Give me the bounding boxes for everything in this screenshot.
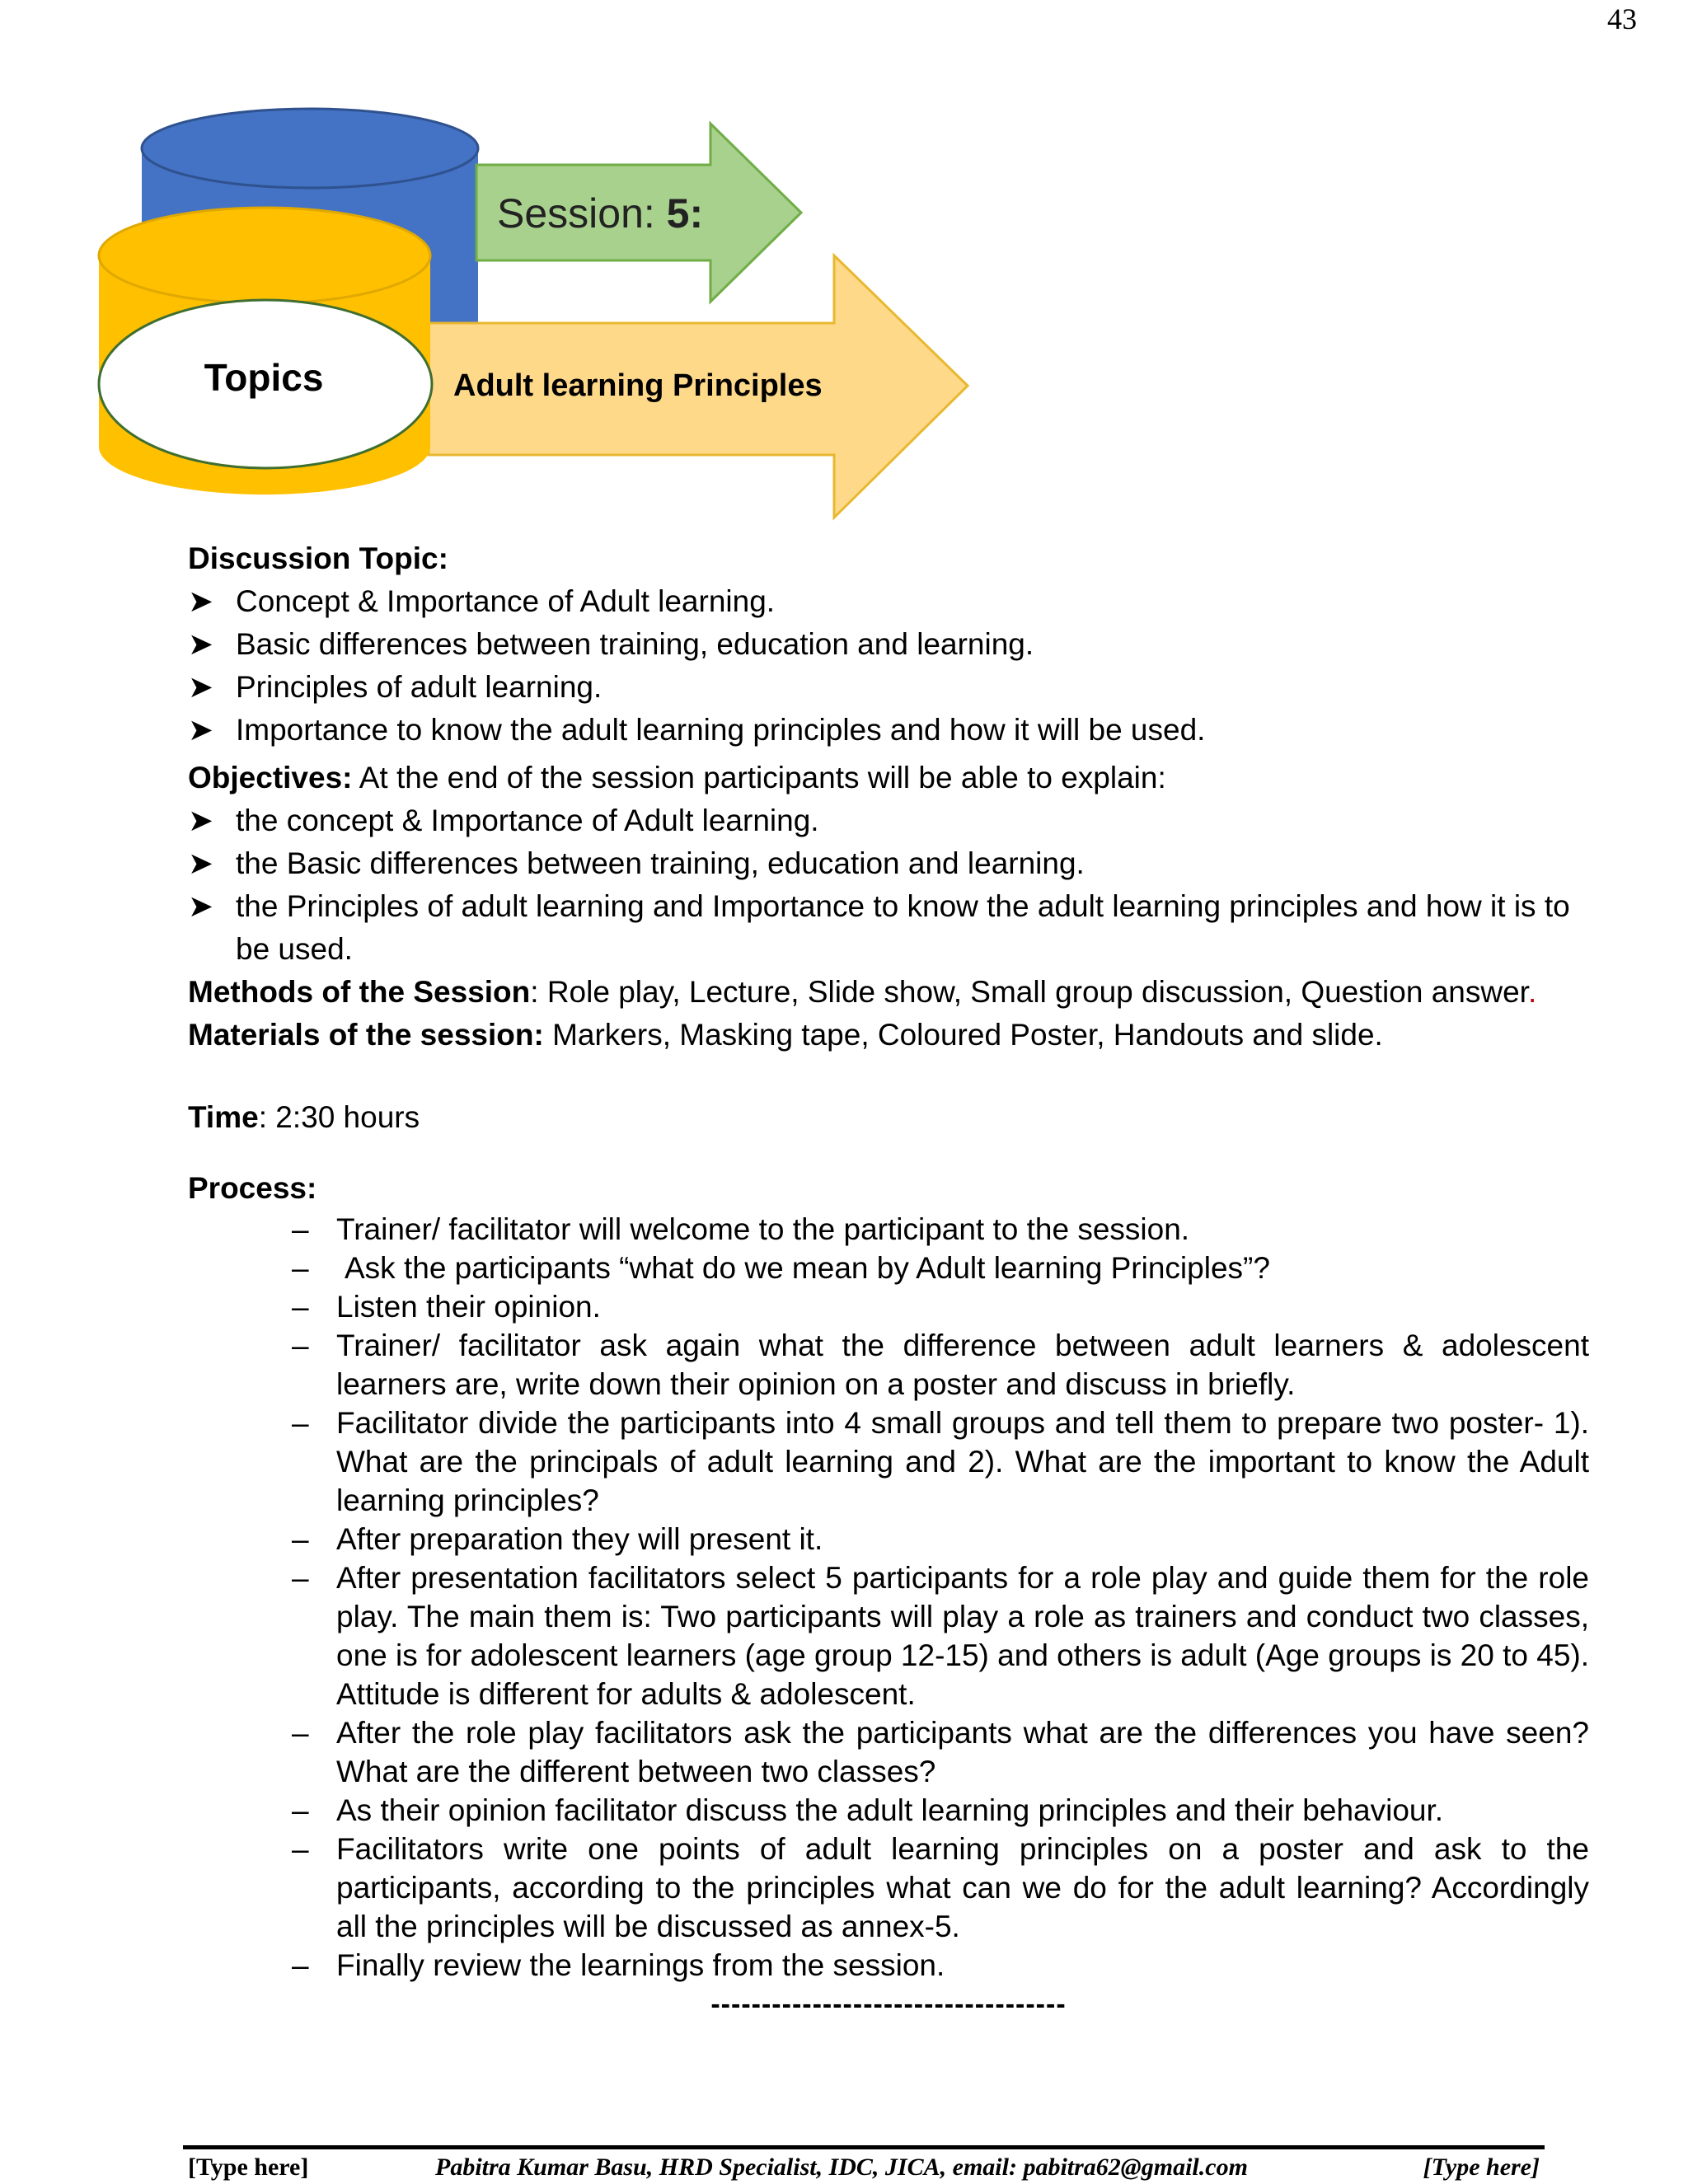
list-item: ➤ Concept & Importance of Adult learning. [188, 580, 1589, 623]
methods-paragraph [188, 971, 1589, 1014]
time-text: : 2:30 hours [258, 1100, 420, 1134]
arrow-bullet-icon: ➤ [188, 713, 214, 747]
dash-bullet-icon: – [292, 1793, 309, 1827]
list-item: – Ask the participants “what do we mean by Adult learning Principles”? [336, 1249, 1589, 1287]
arrow-bullet-icon: ➤ [188, 889, 214, 923]
list-item: ➤ the Basic differences between training, education and learning. [188, 842, 1589, 885]
objectives-heading: Objectives: [188, 761, 353, 794]
process-heading: Process: [188, 1171, 317, 1205]
dash-bullet-icon: – [292, 1832, 309, 1866]
dash-bullet-icon: – [292, 1561, 309, 1595]
page-number: 43 [1607, 2, 1637, 35]
methods-text: : Role play, Lecture, Slide show, Small group discussion, Question answer [530, 975, 1528, 1009]
list-item: ➤ the concept & Importance of Adult learning. [188, 799, 1589, 842]
dash-bullet-icon: – [292, 1251, 309, 1285]
time-paragraph [188, 1096, 1589, 1139]
dash-bullet-icon: – [292, 1406, 309, 1440]
list-item: – After presentation facilitators select 5 participants for a role play and guide them for the role play. The main them is: Two participants will play a role as trainers and conduct two classes, one is for adolescent learners (age group 12-15) and others is adult (Age groups is 20 to 45). Attitude is different for adults & adolescent. [336, 1558, 1589, 1713]
objectives-paragraph [188, 757, 1589, 799]
list-item: – Listen their opinion. [336, 1287, 1589, 1326]
session-number: 5: [666, 190, 704, 237]
list-item: ➤ Principles of adult learning. [188, 666, 1589, 709]
arrow-bullet-icon: ➤ [188, 584, 214, 618]
list-item: ➤ Basic differences between training, education and learning. [188, 623, 1589, 666]
dash-bullet-icon: – [292, 1290, 309, 1324]
list-item: – Trainer/ facilitator ask again what the difference between adult learners & adolescent learners are, write down their opinion on a poster and discuss in briefly. [336, 1326, 1589, 1404]
footer-left: [Type here] [188, 2154, 309, 2181]
topics-label: Topics [204, 356, 324, 399]
process-list [188, 1210, 1589, 1985]
list-item: – Facilitators write one points of adult learning principles on a poster and ask to the participants, according to the principles what can we do for the adult learning? Accordingly all the principles will be discussed as annex-5. [336, 1830, 1589, 1946]
arrow-bullet-icon: ➤ [188, 804, 214, 837]
topic-title: Adult learning Principles [453, 368, 823, 403]
methods-heading: Methods of the Session [188, 975, 531, 1009]
list-item: – Finally review the learnings from the session. [336, 1946, 1589, 1985]
dash-bullet-icon: – [292, 1716, 309, 1750]
dash-bullet-icon: – [292, 1522, 309, 1556]
materials-paragraph [188, 1014, 1589, 1057]
session-header-graphic [0, 0, 989, 527]
arrow-bullet-icon: ➤ [188, 627, 214, 661]
arrow-bullet-icon: ➤ [188, 670, 214, 704]
time-heading: Time [188, 1100, 259, 1134]
methods-end: . [1527, 975, 1537, 1009]
objectives-intro: At the end of the session participants will be able to explain: [352, 761, 1166, 794]
objectives-list [188, 799, 1589, 971]
session-content [188, 537, 1589, 2021]
footer-rule [183, 2145, 1545, 2149]
list-item: ➤ the Principles of adult learning and Importance to know the adult learning principles and how it is to be used. [188, 885, 1589, 971]
footer-right: [Type here] [1423, 2154, 1540, 2181]
list-item: – Facilitator divide the participants into 4 small groups and tell them to prepare two poster- 1). What are the principals of adult learning and 2). What are the important to know the Adult learning principles? [336, 1404, 1589, 1520]
materials-text: Markers, Masking tape, Coloured Poster, Handouts and slide. [543, 1018, 1383, 1052]
dash-bullet-icon: – [292, 1212, 309, 1246]
discussion-list [188, 580, 1589, 752]
svg-text:Session: 5: [497, 190, 703, 237]
list-item: – As their opinion facilitator discuss the adult learning principles and their behaviour. [336, 1791, 1589, 1830]
arrow-bullet-icon: ➤ [188, 846, 214, 880]
end-separator: ----------------------------------- [710, 1989, 1067, 2020]
session-label: Session: [497, 190, 667, 237]
dash-bullet-icon: – [292, 1329, 309, 1362]
footer-author: Pabitra Kumar Basu, HRD Specialist, IDC, JICA, email: pabitra62@gmail.com [435, 2154, 1248, 2181]
list-item: ➤ Importance to know the adult learning principles and how it will be used. [188, 709, 1589, 752]
list-item: – Trainer/ facilitator will welcome to the participant to the session. [336, 1210, 1589, 1249]
materials-heading: Materials of the session: [188, 1018, 544, 1052]
list-item: – After the role play facilitators ask the participants what are the differences you have seen? What are the different between two classes? [336, 1713, 1589, 1791]
list-item: – After preparation they will present it. [336, 1520, 1589, 1558]
discussion-heading: Discussion Topic: [188, 541, 448, 575]
dash-bullet-icon: – [292, 1948, 309, 1982]
